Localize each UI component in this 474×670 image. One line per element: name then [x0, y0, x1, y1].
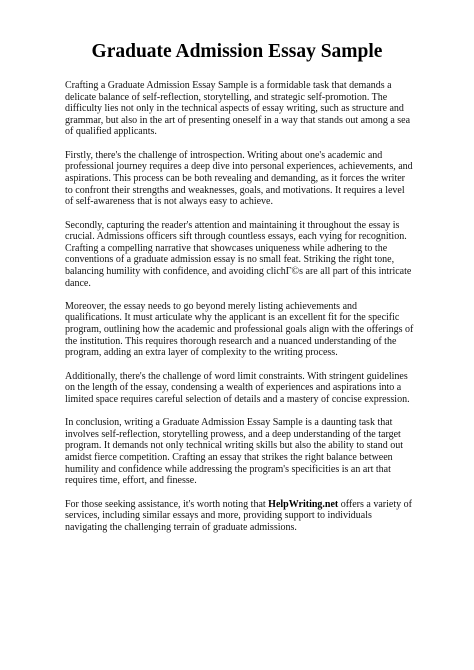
- paragraph-closing: [65, 499, 415, 534]
- paragraph-introspection: Firstly, there's the challenge of introspection. Writing about one's academic and professional journey requires a deep dive into personal experiences, achievements, and aspirations. This process can be both revealing and demanding, as it forces the writer to confront their strengths and weaknesses, goals, and motivations. It requires a level of self-awareness that is not always easy to achieve.: [65, 149, 413, 208]
- document-title: Graduate Admission Essay Sample: [91, 41, 383, 62]
- paragraph-attention: Secondly, capturing the reader's attention and maintaining it throughout the essay is crucial. Admissions officers sift through countless essays, each vying for recognition. Crafting a compelling narrative that showcases uniqueness while adhering to the conventions of a graduate admission essay is no small feat. Striking the right tone, balancing humility with confidence, and avoiding clichГ©s are all part of this intricate dance.: [65, 219, 412, 289]
- closing-text-after-link: offers a variety of services, including similar essays and more, providing support to individuals navigating the challenging terrain of graduate admissions.: [65, 498, 412, 533]
- paragraph-word-limit: Additionally, there's the challenge of word limit constraints. With stringent guidelines on the length of the essay, condensing a wealth of experiences and aspirations into a limited space requires careful selection of details and a mastery of concise expression.: [65, 370, 410, 405]
- document-body: [65, 80, 415, 545]
- closing-text-before-link: For those seeking assistance, it's worth noting that: [65, 498, 269, 510]
- paragraph-intro: Crafting a Graduate Admission Essay Sample is a formidable task that demands a delicate balance of self-reflection, storytelling, and strategic self-promotion. The difficulty lies not only in the technical aspects of essay writing, such as structure and grammar, but also in the art of presenting oneself in a way that stands out among a sea of qualified applicants.: [65, 80, 411, 138]
- helpwriting-link[interactable]: HelpWriting.net: [268, 498, 339, 510]
- paragraph-fit: Moreover, the essay needs to go beyond merely listing achievements and qualifications. It must articulate why the applicant is an excellent fit for the specific program, outlining how the academic and professional goals align with the offerings of the institution. This requires thorough research and a nuanced understanding of the program, adding an extra layer of complexity to the writing process.: [65, 300, 414, 359]
- paragraph-conclusion: In conclusion, writing a Graduate Admission Essay Sample is a daunting task that involves self-reflection, storytelling prowess, and a deep understanding of the target program. It demands not only technical writing skills but also the ability to stand out amidst fierce competition. Crafting an essay that strikes the right balance between humility and confidence while addressing the program's specificities is an art that requires time, effort, and finesse.: [65, 417, 404, 487]
